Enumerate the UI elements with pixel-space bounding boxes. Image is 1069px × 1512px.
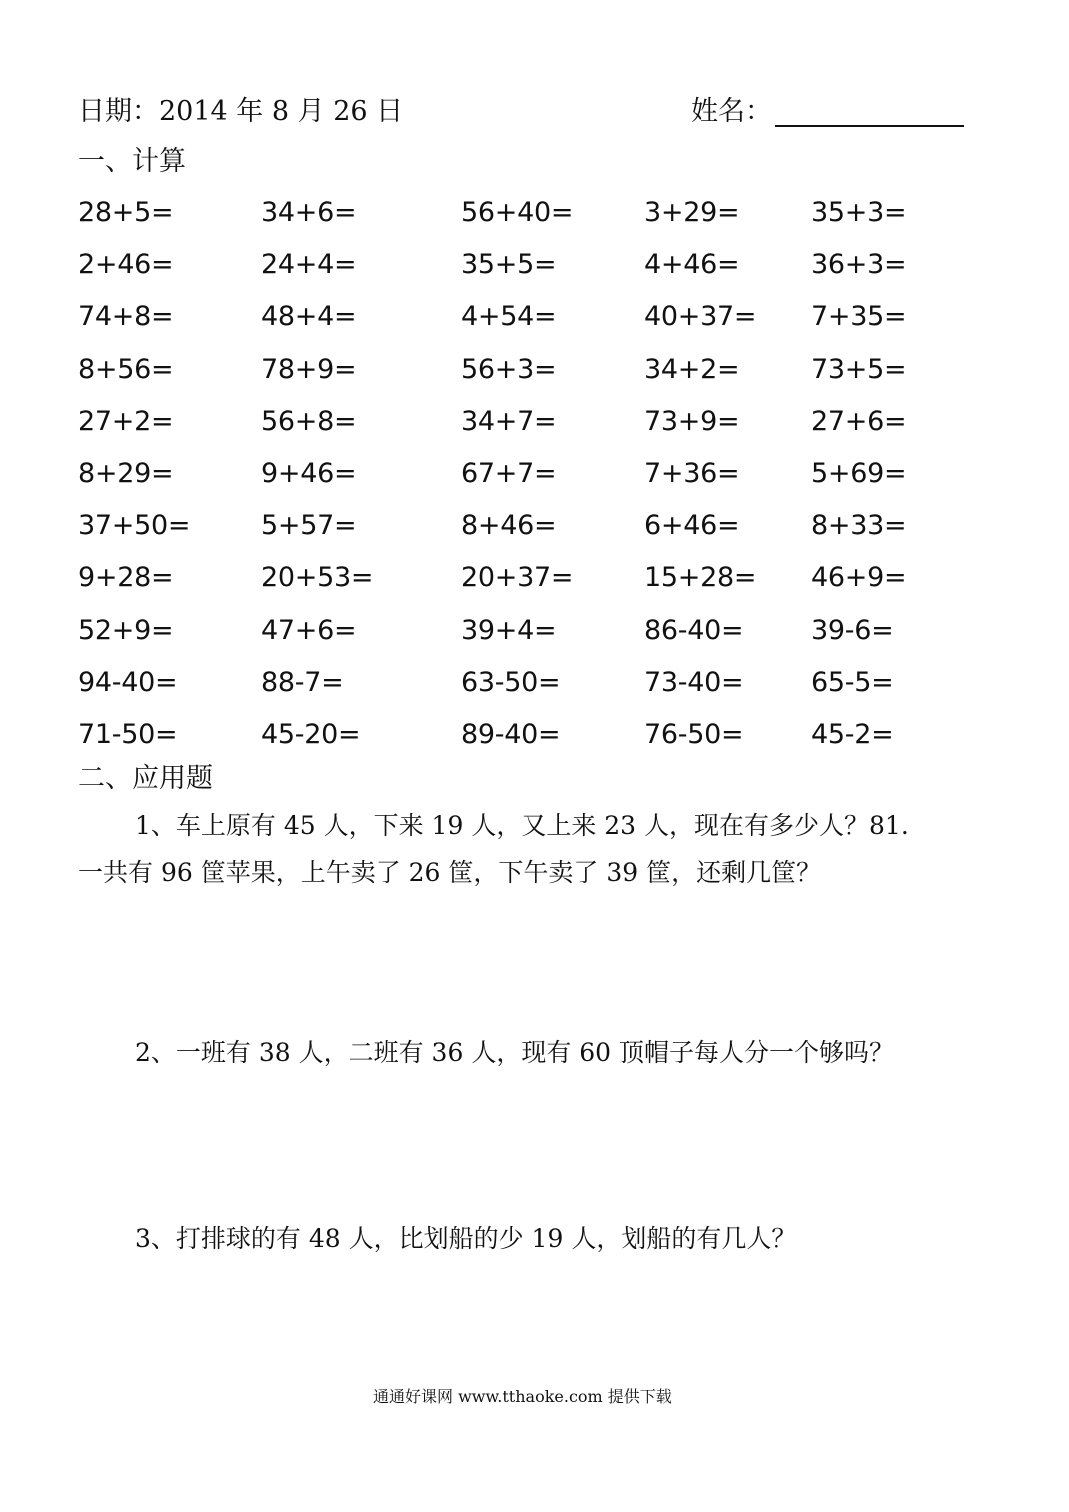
calc-problem: 73+5=: [811, 353, 907, 385]
name-label: 姓名：: [691, 96, 772, 127]
calc-problem: 56+8=: [261, 405, 357, 437]
calc-problem: 4+46=: [644, 249, 740, 281]
calc-problem: 37+50=: [78, 510, 191, 542]
calc-row: [0, 402, 1000, 454]
calc-problem: 27+2=: [78, 405, 174, 437]
calc-problem: 88-7=: [261, 666, 344, 698]
calc-problem: 52+9=: [78, 614, 174, 646]
calc-problem: 34+2=: [644, 353, 740, 385]
calc-problem: 73-40=: [644, 666, 744, 698]
calc-row: [0, 506, 1000, 558]
calc-problem: 7+36=: [644, 457, 740, 489]
calc-problem: 20+37=: [461, 562, 574, 594]
calc-problem: 34+7=: [461, 405, 557, 437]
calc-problem: 34+6=: [261, 197, 357, 228]
calc-problem: 40+37=: [644, 301, 757, 333]
question-3: 3、打排球的有 48 人，比划船的少 19 人，划船的有几人？: [135, 1224, 797, 1253]
calc-problem: 8+56=: [78, 353, 174, 385]
calc-problem: 9+46=: [261, 457, 357, 489]
calc-problem: 9+28=: [78, 562, 174, 594]
calc-problem: 35+5=: [461, 249, 557, 281]
calc-problem: 65-5=: [811, 666, 894, 698]
calc-problem: 5+69=: [811, 457, 907, 489]
calc-problem: 39-6=: [811, 614, 894, 646]
calc-problem: 28+5=: [78, 197, 174, 228]
calc-problem: 24+4=: [261, 249, 357, 281]
calc-row: [0, 297, 1000, 349]
calc-problem: 71-50=: [78, 718, 178, 750]
question-1-line-1: 1、车上原有 45 人，下来 19 人，又上来 23 人，现在有多少人？81.: [135, 811, 909, 840]
calc-problem: 39+4=: [461, 614, 557, 646]
calc-problem: 86-40=: [644, 614, 744, 646]
section-2-title: 二、应用题: [78, 763, 213, 794]
calc-problem: 94-40=: [78, 666, 178, 698]
calc-problem: 36+3=: [811, 249, 907, 281]
calc-problem: 46+9=: [811, 562, 907, 594]
question-2: 2、一班有 38 人，二班有 36 人，现有 60 顶帽子每人分一个够吗？: [135, 1038, 895, 1067]
calc-problem: 45-2=: [811, 718, 894, 750]
calc-problem: 48+4=: [261, 301, 357, 333]
calc-problem: 89-40=: [461, 718, 561, 750]
calc-row: [0, 454, 1000, 506]
question-1-line-2: 一共有 96 筐苹果，上午卖了 26 筐，下午卖了 39 筐，还剩几筐？: [78, 858, 822, 887]
calc-row: [0, 245, 1000, 297]
calc-row: [0, 611, 1000, 663]
calc-problem: 47+6=: [261, 614, 357, 646]
name-underline: [775, 125, 964, 127]
calc-problem: 7+35=: [811, 301, 907, 333]
calc-problem: 2+46=: [78, 249, 174, 281]
calc-problem: 8+46=: [461, 510, 557, 542]
calc-row: [0, 558, 1000, 610]
calc-row: [0, 663, 1000, 715]
calc-problem: 35+3=: [811, 197, 907, 228]
calc-problem: 15+28=: [644, 562, 757, 594]
calc-problem: 27+6=: [811, 405, 907, 437]
calc-problem: 3+29=: [644, 197, 740, 228]
calc-problem: 45-20=: [261, 718, 361, 750]
calc-problem: 67+7=: [461, 457, 557, 489]
calc-problem: 6+46=: [644, 510, 740, 542]
calc-problem: 56+40=: [461, 197, 574, 228]
calc-problem: 73+9=: [644, 405, 740, 437]
calc-problem: 8+29=: [78, 457, 174, 489]
calc-row: [0, 193, 1000, 245]
section-1-title: 一、计算: [78, 146, 186, 177]
calc-problem: 4+54=: [461, 301, 557, 333]
calc-row: [0, 715, 1000, 767]
calc-problem: 56+3=: [461, 353, 557, 385]
footer-credit: 通通好课网 www.tthaoke.com 提供下载: [373, 1387, 672, 1406]
calculation-grid: [0, 193, 1000, 767]
calc-problem: 76-50=: [644, 718, 744, 750]
calc-problem: 63-50=: [461, 666, 561, 698]
calc-problem: 74+8=: [78, 301, 174, 333]
calc-problem: 20+53=: [261, 562, 374, 594]
calc-problem: 78+9=: [261, 353, 357, 385]
calc-problem: 5+57=: [261, 510, 357, 542]
calc-row: [0, 350, 1000, 402]
calc-problem: 8+33=: [811, 510, 907, 542]
date-line: 日期：2014 年 8 月 26 日: [78, 96, 404, 127]
